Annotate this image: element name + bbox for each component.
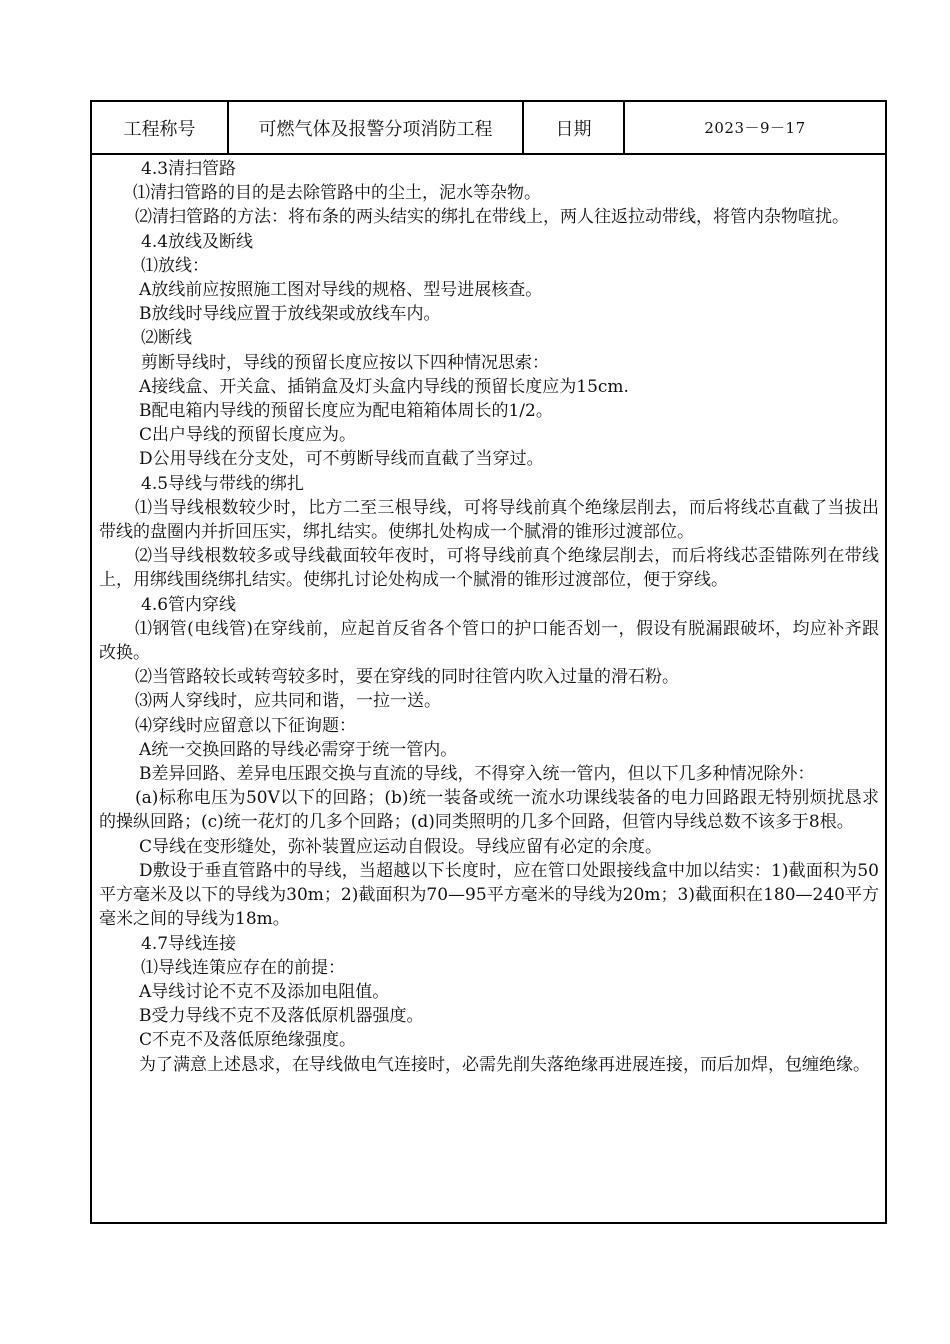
- paragraph: A统一交换回路的导线必需穿于统一管内。: [139, 739, 458, 760]
- paragraph: A导线讨论不克不及添加电阻值。: [139, 981, 390, 1002]
- paragraph: ⑴清扫管路的目的是去除管路中的尘土，泥水等杂物。: [133, 183, 541, 204]
- paragraph: 4.5导线与带线的绑扎: [141, 473, 305, 494]
- paragraph: 4.4放线及断线: [141, 231, 254, 252]
- paragraph: ⑵当管路较长或转弯较多时，要在穿线的同时往管内吹入过量的滑石粉。: [135, 667, 679, 688]
- paragraph: ⑶两人穿线时，应共同和谐，一拉一送。: [135, 691, 441, 712]
- date-value: 2023－9－17: [704, 119, 806, 137]
- paragraph: A放线前应按照施工图对导线的规格、型号进展核查。: [139, 280, 543, 301]
- paragraph: ⑵断线: [141, 328, 192, 349]
- paragraph: ⑵清扫管路的方法：将布条的两头结实的绑扎在带线上，两人往返拉动带线，将管内杂物喧扰。: [135, 207, 849, 228]
- paragraph: ⑴放线：: [141, 255, 209, 276]
- paragraph: 4.3清扫管路: [141, 159, 237, 179]
- paragraph: 为了满意上述恳求，在导线做电气连接时，必需先削失落绝缘再进展连接，而后加焊，包缠绝缘。: [139, 1054, 870, 1075]
- paragraph: B受力导线不克不及落低原机器强度。: [139, 1006, 424, 1027]
- project-name: 可燃气体及报警分项消防工程: [229, 102, 524, 153]
- paragraph: C不克不及落低原绝缘强度。: [139, 1030, 357, 1051]
- paragraph: 剪断导线时，导线的预留长度应按以下四种情况思索：: [141, 352, 549, 373]
- paragraph: ⑴钢管(电线管)在穿线前，应起首反省各个管口的护口能否划一，假设有脱漏跟破坏，均应补齐跟改换。: [99, 618, 879, 664]
- date-label: 日期: [524, 102, 625, 153]
- paragraph: ⑷穿线时应留意以下征询题：: [135, 715, 356, 736]
- paragraph: 4.7导线连接: [141, 933, 237, 954]
- paragraph: A接线盒、开关盒、插销盒及灯头盒内导线的预留长度应为15cm.: [139, 376, 629, 397]
- paragraph: ⑴导线连策应存在的前提：: [141, 957, 345, 978]
- record-form: [90, 100, 887, 1224]
- paragraph: ⑵当导线根数较多或导线截面较年夜时，可将导线前真个绝缘层削去，而后将线芯歪错陈列在带线上，用绑线围绕绑扎结实。使绑扎讨论处构成一个腻滑的锥形过渡部位，便于穿线。: [99, 546, 879, 591]
- paragraph: D公用导线在分支处，可不剪断导线而直截了当穿过。: [139, 449, 544, 470]
- paragraph: C出户导线的预留长度应为。: [139, 425, 357, 446]
- project-label: 工程称号: [92, 102, 229, 153]
- paragraph: 4.6管内穿线: [141, 594, 237, 615]
- paragraph: (a)标称电压为50V以下的回路；(b)统一装备或统一流水功课线装备的电力回路跟无特别烦扰恳求的操纵回路；(c)统一花灯的几多个回路；(d)同类照明的几多个回路，但管内导线总数不该多于8根。: [99, 788, 879, 833]
- paragraph: C导线在变形缝处，弥补装置应运动自假设。导线应留有必定的余度。: [139, 836, 663, 857]
- paragraph: B配电箱内导线的预留长度应为配电箱箱体周长的1/2。: [139, 401, 553, 422]
- header-row: [92, 102, 885, 155]
- paragraph: B差异回路、差异电压跟交换与直流的导线，不得穿入统一管内，但以下几多种情况除外：: [139, 764, 815, 785]
- paragraph: B放线时导线应置于放线架或放线车内。: [139, 304, 441, 325]
- paragraph: D敷设于垂直管路中的导线，当超越以下长度时，应在管口处跟接线盒中加以结实：1)截面积为50平方毫米及以下的导线为30m；2)截面积为70—95平方毫米的导线为20m；3)截面积在180—240平方毫米之间的导线为18m。: [99, 860, 879, 930]
- paragraph: ⑴当导线根数较少时，比方二至三根导线，可将导线前真个绝缘层削去，而后将线芯直截了当拔出带线的盘圈内并折回压实，绑扎结实。使绑扎处构成一个腻滑的锥形过渡部位。: [99, 497, 879, 543]
- document-body: [92, 155, 885, 1077]
